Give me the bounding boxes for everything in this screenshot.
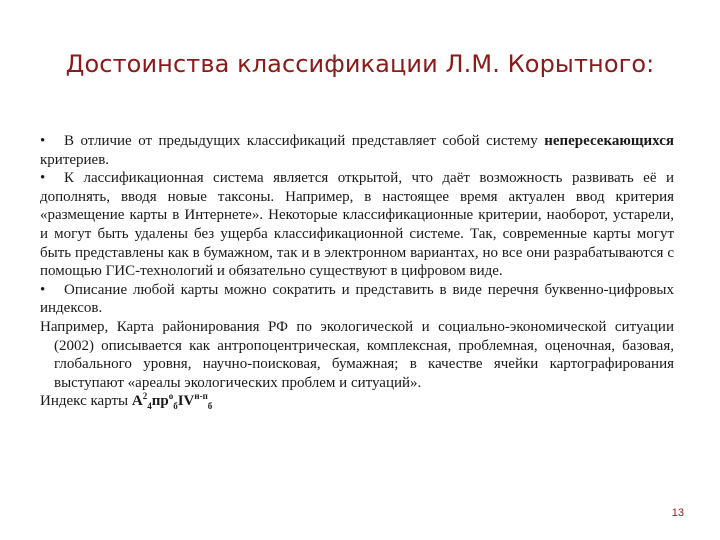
slide-title: Достоинства классификации Л.М. Корытного: <box>65 50 655 78</box>
index-part-pr: пр <box>151 393 169 410</box>
map-index-formula <box>131 391 213 412</box>
example-paragraph: Например, Карта районирования РФ по экологической и социально-экономической ситуации (2002) описывается как антропоцентрическая, комплексная, проблемная, оценочная, базовая, глобального уровня, научно-поисковая, бумажная; в качестве ячейки картографирования выступают «ареалы экологических проблем и ситуаций». <box>40 318 674 391</box>
index-sub-3: б <box>207 401 213 412</box>
index-sup-1: 2 <box>142 391 148 402</box>
paragraph-1-bold: непересекающихся <box>544 133 674 149</box>
page-number: 13 <box>671 507 684 519</box>
bullet-icon: • <box>40 170 46 187</box>
index-sup-2: о <box>168 391 174 402</box>
bullet-paragraph-1 <box>40 132 674 169</box>
bullet-icon: • <box>40 133 46 149</box>
paragraph-3-text: Описание любой карты можно сократить и представить в виде перечня буквенно-цифровых индексов. <box>40 281 674 317</box>
bullet-paragraph-2 <box>40 169 674 281</box>
index-sub-2: б <box>173 401 178 412</box>
index-sub-1: 4 <box>147 401 152 412</box>
index-sup-3: н-п <box>194 391 208 402</box>
index-part-a: A <box>131 393 143 410</box>
map-index-line <box>40 392 674 411</box>
slide-content <box>40 132 674 411</box>
bullet-paragraph-3 <box>40 281 674 318</box>
paragraph-1-text: В отличие от предыдущих классификаций представляет собой систему <box>64 133 538 149</box>
bullet-icon: • <box>40 281 46 298</box>
paragraph-1-rest: критериев. <box>40 151 110 168</box>
map-index-label: Индекс карты <box>40 393 132 410</box>
index-part-iv: IV <box>177 393 195 410</box>
paragraph-2-text: К лассификационная система является открытой, что даёт возможность развивать её и дополнять, вводя новые таксоны. Например, в настоящее время актуален ввод критерия «размещение карты в Интернете». Некоторые классификационные критерии, наоборот, устарели, и могут быть удалены без ущерба классификационной системе. Так, современные карты могут быть представлены как в бумажном, так и в электронном вариантах, но все они разрабатываются с помощью ГИС-технологий и обязательно существуют в цифровом виде. <box>40 170 674 280</box>
